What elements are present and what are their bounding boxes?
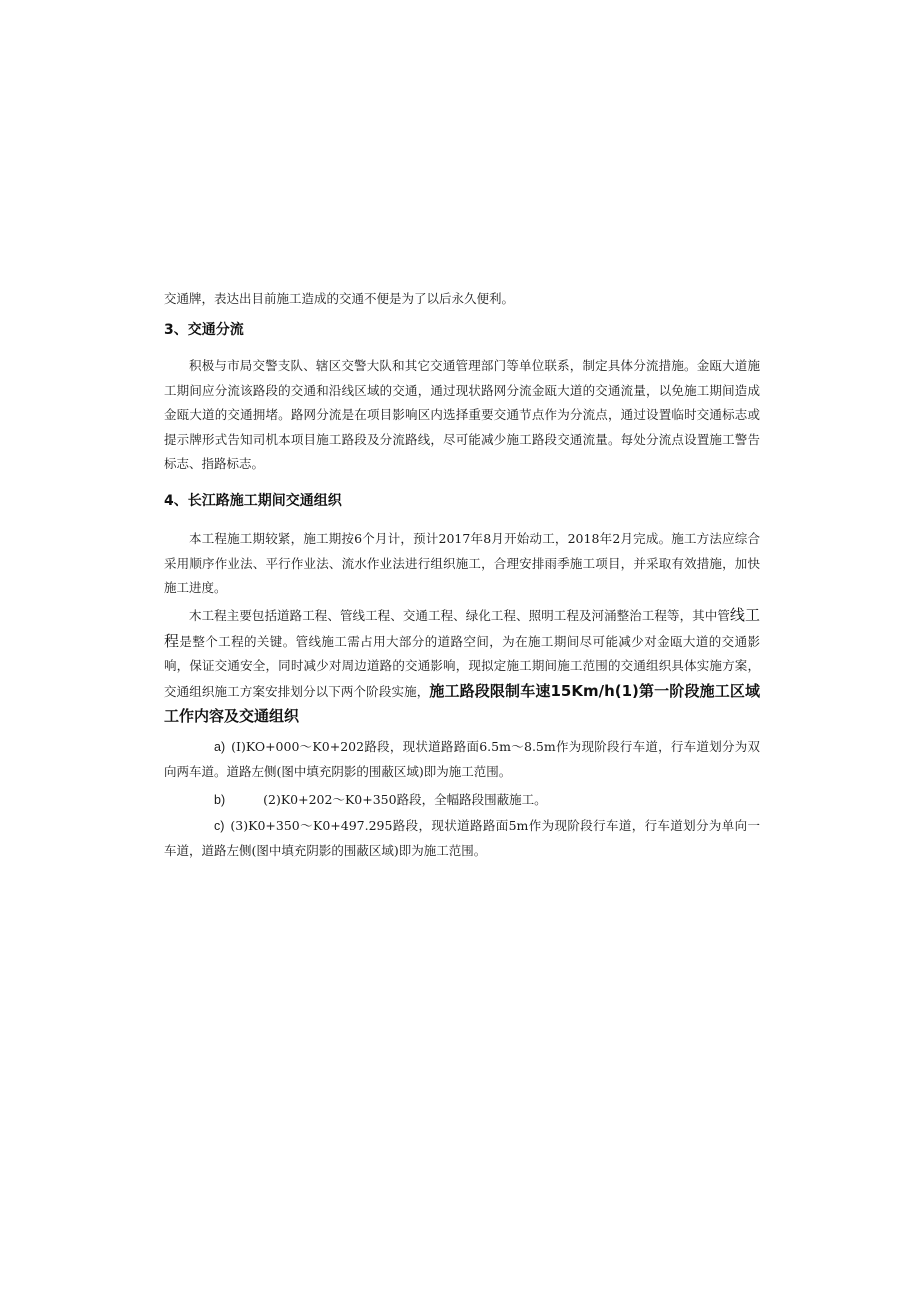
item-a-text: (I)KO+000～K0+202路段，现状道路路面6.5m～8.5m作为现阶段行车道，行车道划分为双向两车道。道路左侧(图中填充阴影的围蔽区域)即为施工范围。: [164, 739, 760, 779]
intro-paragraph: 交通牌，表达出目前施工造成的交通不便是为了以后永久便利。: [164, 291, 515, 306]
paragraph-2-text-b: 是整个工程的关键。管线施工需占用大部分的道路空间，为在施工期间尽可能减少对金瓯大道的交通影响，保证交通安全，同时减少对周边道路的交通影响，现拟定施工期间施工范围的交通组织具体实施方案，交通组织施工方案安排划分以下两个阶段实施，: [164, 633, 760, 699]
section-3-heading: 3、交通分流: [164, 322, 244, 338]
item-c-text: (3)K0+350～K0+497.295路段，现状道路路面5m作为现阶段行车道，行车道划分为单向一车道，道路左侧(图中填充阴影的围蔽区域)即为施工范围。: [164, 818, 760, 858]
item-a: [164, 735, 760, 784]
section-3-paragraph: 积极与市局交警支队、辖区交警大队和其它交通管理部门等单位联系，制定具体分流措施。金瓯大道施工期间应分流该路段的交通和沿线区域的交通，通过现状路网分流金瓯大道的交通流量，以免施工期间造成金瓯大道的交通拥堵。路网分流是在项目影响区内选择重要交通节点作为分流点，通过设置临时交通标志或提示牌形式告知司机本项目施工路段及分流路线，尽可能减少施工路段交通流量。每处分流点设置施工警告标志、指路标志。: [164, 358, 760, 471]
item-b: [164, 788, 760, 813]
item-b-text: (2)K0+202～K0+350路段，全幅路段围蔽施工。: [263, 792, 547, 807]
paragraph-2-text-a: 木工程主要包括道路工程、管线工程、交通工程、绿化工程、照明工程及河涌整治工程等，其中管: [189, 608, 730, 623]
item-c: [164, 814, 760, 863]
section-4-heading: 4、长江路施工期间交通组织: [164, 493, 342, 509]
paragraph-2-emphasis: 线工程: [164, 606, 760, 650]
section-4-paragraph-1: 本工程施工期较紧，施工期按6个月计，预计2017年8月开始动工，2018年2月完成。施工方法应综合采用顺序作业法、平行作业法、流水作业法进行组织施工，合理安排雨季施工项目，并采取有效措施，加快施工进度。: [164, 531, 760, 595]
item-b-label: b): [214, 793, 226, 807]
item-a-label: a): [214, 740, 226, 754]
stage-1-heading: 施工路段限制车速15Km/h(1)第一阶段施工区域工作内容及交通组织: [164, 681, 760, 725]
section-4-paragraph-2: [164, 603, 760, 730]
item-c-label: c): [214, 819, 225, 833]
